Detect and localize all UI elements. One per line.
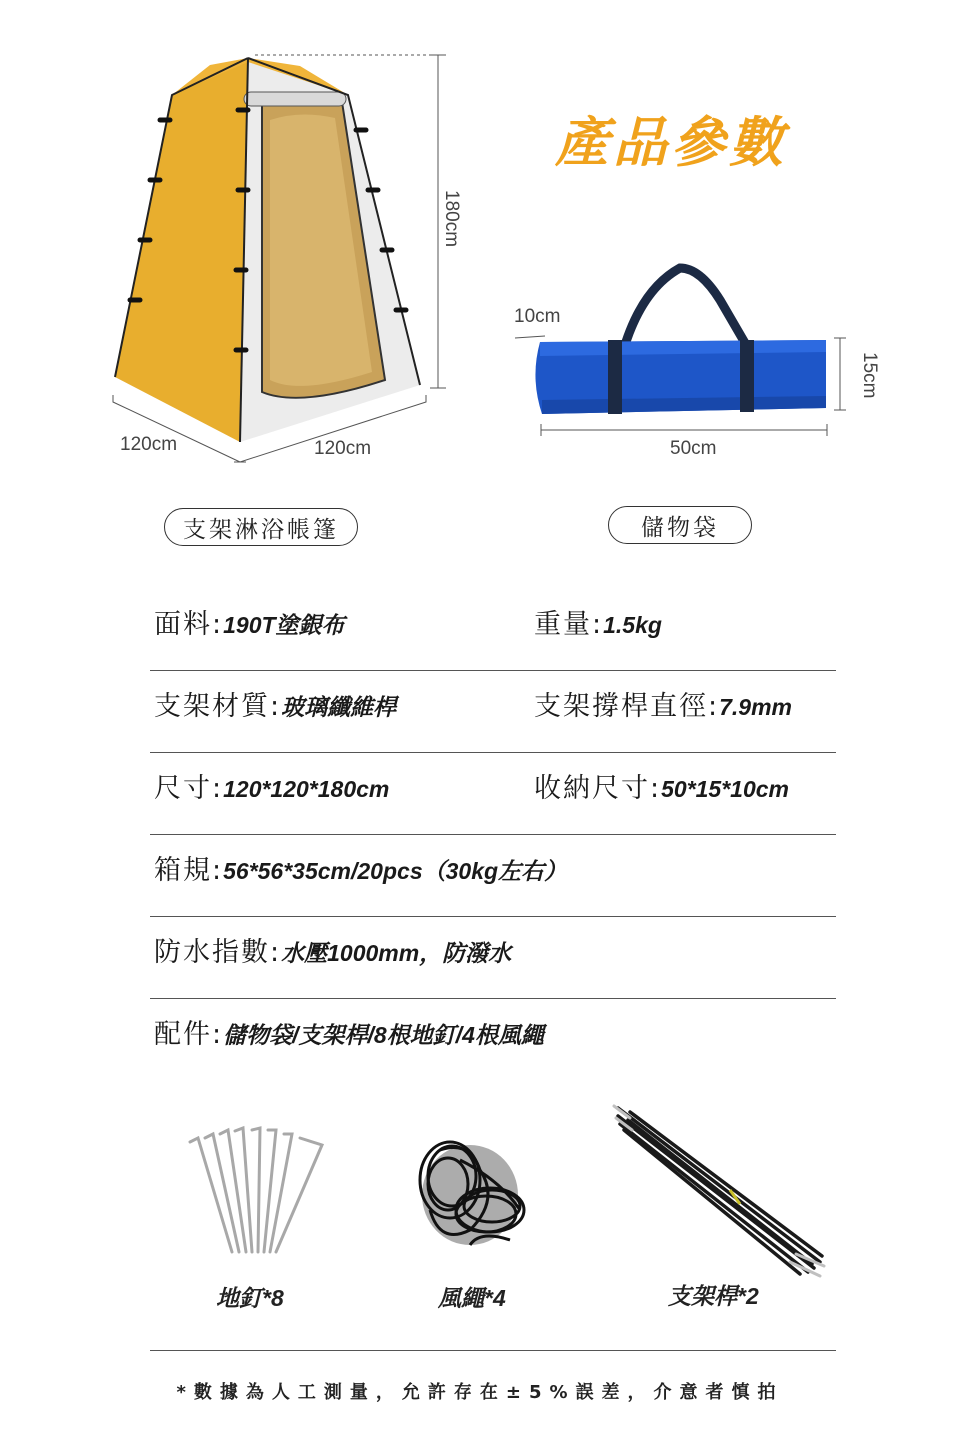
spec-packed-size-value: 50*15*10cm bbox=[661, 776, 790, 802]
page-title: 產品參數 bbox=[555, 111, 787, 174]
spec-pole-diameter bbox=[534, 684, 792, 723]
bag-length-label: 50cm bbox=[670, 438, 717, 459]
tent-caption: 支架淋浴帳篷 bbox=[164, 508, 358, 546]
spec-carton-label: 箱規: bbox=[154, 855, 224, 886]
ropes-label: 風繩*4 bbox=[438, 1285, 506, 1311]
bag-depth-label: 10cm bbox=[514, 306, 561, 327]
spec-waterproof-label: 防水指數: bbox=[154, 937, 282, 968]
spec-row-2 bbox=[150, 670, 836, 753]
poles-label: 支架桿*2 bbox=[668, 1283, 759, 1309]
spec-accessories-label: 配件: bbox=[154, 1019, 224, 1050]
spec-waterproof-value: 水壓1000mm，防潑水 bbox=[281, 940, 512, 966]
spec-frame-material-label: 支架材質: bbox=[154, 691, 282, 722]
spec-row-4 bbox=[150, 834, 836, 917]
tent-width-label: 120cm bbox=[314, 438, 372, 459]
spec-carton-value: 56*56*35cm/20pcs（30kg左右） bbox=[223, 858, 568, 884]
stakes-label: 地釘*8 bbox=[216, 1285, 284, 1311]
spec-accessories-value: 儲物袋/支架桿/8根地釘/4根風繩 bbox=[223, 1022, 544, 1048]
spec-size-value: 120*120*180cm bbox=[223, 776, 390, 802]
guy-ropes-image bbox=[410, 1128, 540, 1258]
footer-divider bbox=[150, 1350, 836, 1351]
bag-caption: 儲物袋 bbox=[608, 506, 752, 544]
spec-fabric-label: 面料: bbox=[154, 609, 224, 640]
spec-carton bbox=[154, 848, 567, 887]
spec-row-3 bbox=[150, 752, 836, 835]
spec-frame-material-value: 玻璃纖維桿 bbox=[281, 694, 397, 720]
spec-weight bbox=[534, 602, 662, 641]
tent-depth-label: 120cm bbox=[120, 434, 178, 455]
spec-fabric-value: 190T塗銀布 bbox=[223, 612, 345, 638]
spec-frame-material bbox=[154, 684, 396, 723]
spec-weight-value: 1.5kg bbox=[603, 612, 662, 638]
bag-height-label: 15cm bbox=[859, 352, 880, 399]
spec-packed-size-label: 收納尺寸: bbox=[534, 773, 662, 804]
spec-waterproof bbox=[154, 930, 511, 969]
spec-weight-label: 重量: bbox=[534, 609, 604, 640]
spec-packed-size bbox=[534, 766, 789, 805]
shower-tent-image bbox=[100, 40, 460, 480]
spec-accessories bbox=[154, 1012, 544, 1051]
tent-height-label: 180cm bbox=[441, 190, 462, 248]
storage-bag-image bbox=[500, 250, 860, 440]
spec-pole-diameter-label: 支架撐桿直徑: bbox=[534, 691, 720, 722]
spec-fabric bbox=[154, 602, 345, 641]
spec-pole-diameter-value: 7.9mm bbox=[719, 694, 792, 720]
spec-size-label: 尺寸: bbox=[154, 773, 224, 804]
measurement-disclaimer: *數據為人工測量，允許存在±5%誤差，介意者慎拍 bbox=[176, 1382, 784, 1403]
spec-size bbox=[154, 766, 389, 805]
spec-row-5 bbox=[150, 916, 836, 999]
frame-poles-image bbox=[610, 1100, 830, 1280]
ground-stakes-image bbox=[180, 1120, 330, 1260]
spec-row-1 bbox=[150, 588, 836, 671]
spec-row-6 bbox=[150, 998, 836, 1080]
